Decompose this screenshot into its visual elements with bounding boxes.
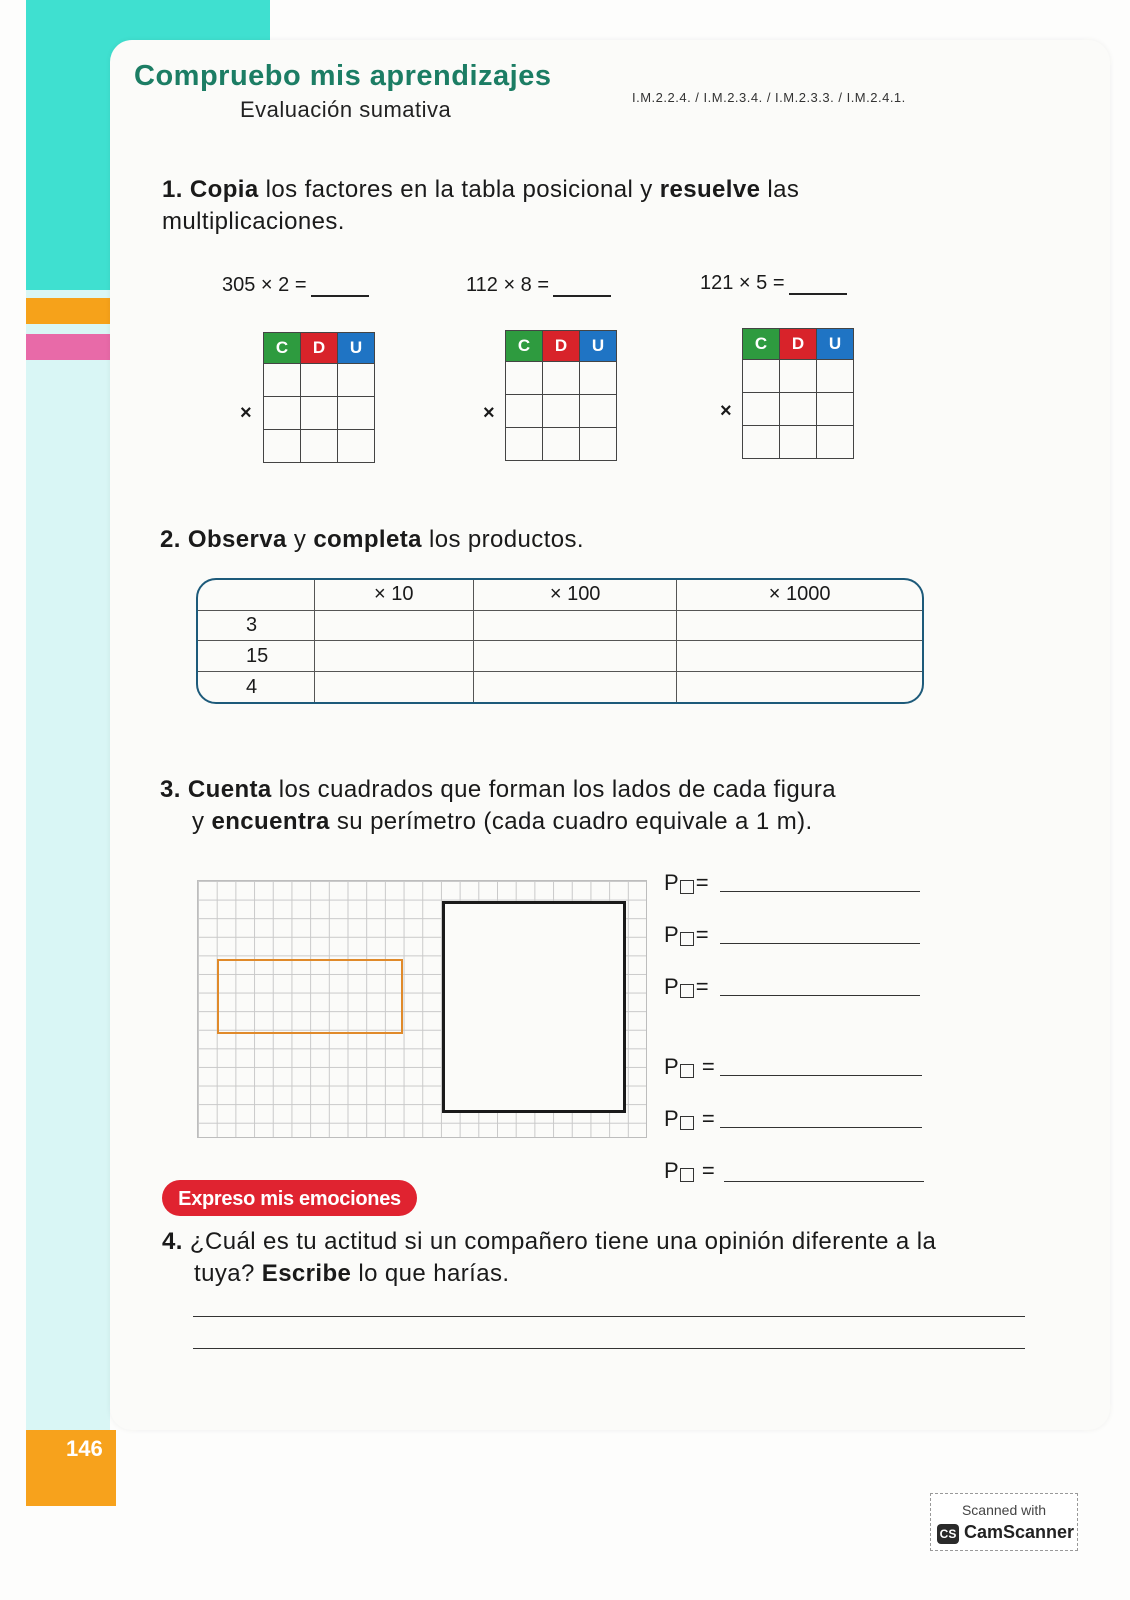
- row-header: 3: [198, 610, 314, 641]
- product-cell[interactable]: [473, 641, 676, 672]
- instruction-text: lo que harías.: [351, 1260, 510, 1287]
- product-cell[interactable]: [677, 672, 922, 702]
- instruction-verb: resuelve: [659, 176, 761, 203]
- camscanner-logo-icon: CS: [937, 1524, 959, 1544]
- multiplication-expression: 305 × 2 =: [222, 274, 307, 296]
- perimeter-answer-line[interactable]: [720, 994, 920, 996]
- cell[interactable]: [780, 393, 817, 426]
- cell[interactable]: [580, 428, 617, 461]
- header-c: C: [264, 333, 301, 364]
- perimeter-label: P =: [664, 1106, 715, 1131]
- perimeter-answer-line[interactable]: [720, 890, 920, 892]
- place-value-table: [742, 328, 854, 459]
- cell[interactable]: [580, 362, 617, 395]
- perimeter-label: P =: [664, 1054, 715, 1079]
- column-header: × 10: [314, 580, 473, 610]
- cell[interactable]: [506, 395, 543, 428]
- perimeter-answer-line[interactable]: [720, 1126, 922, 1128]
- product-cell[interactable]: [314, 641, 473, 672]
- square-icon: [680, 880, 694, 894]
- instruction-text: ¿Cuál es tu actitud si un compañero tiene una opinión diferente a la: [189, 1228, 937, 1255]
- cell[interactable]: [743, 360, 780, 393]
- question-number: 4.: [162, 1228, 183, 1255]
- product-cell[interactable]: [677, 610, 922, 641]
- square-icon: [680, 1116, 694, 1130]
- question-number: 2.: [160, 526, 181, 553]
- instruction-text: y: [192, 808, 212, 835]
- product-cell[interactable]: [314, 610, 473, 641]
- answer-blank[interactable]: [553, 277, 611, 297]
- instruction-text: los cuadrados que forman los lados de cada figura: [271, 776, 836, 803]
- times-sign: ×: [720, 400, 732, 422]
- cell[interactable]: [264, 430, 301, 463]
- products-table-frame: [196, 578, 924, 704]
- perimeter-answer-line[interactable]: [724, 1180, 924, 1182]
- question-1: [162, 174, 932, 238]
- instruction-text: los factores en la tabla posicional y: [258, 176, 660, 203]
- question-number: 3.: [160, 776, 181, 803]
- cell[interactable]: [543, 395, 580, 428]
- instruction-verb: Copia: [189, 176, 259, 203]
- cell[interactable]: [817, 360, 854, 393]
- product-cell[interactable]: [473, 610, 676, 641]
- cell[interactable]: [743, 393, 780, 426]
- instruction-text: su perímetro (cada cuadro equivale a 1 m).: [329, 808, 813, 835]
- perimeter-label: P =: [664, 1158, 715, 1183]
- multiplication-problem: [222, 274, 369, 297]
- square-icon: [680, 1064, 694, 1078]
- header-u: U: [338, 333, 375, 364]
- instruction-text: los productos.: [421, 526, 584, 553]
- cell[interactable]: [817, 393, 854, 426]
- corner-cell: [198, 580, 314, 610]
- instruction-text: tuya?: [194, 1260, 262, 1287]
- question-number: 1.: [162, 176, 183, 203]
- answer-blank[interactable]: [789, 275, 847, 295]
- row-header: 4: [198, 672, 314, 702]
- instruction-verb: completa: [313, 526, 422, 553]
- cell[interactable]: [338, 364, 375, 397]
- header-d: D: [780, 329, 817, 360]
- header-d: D: [301, 333, 338, 364]
- orange-rectangle-figure: [217, 959, 403, 1034]
- instruction-verb: Observa: [187, 526, 287, 553]
- header-c: C: [743, 329, 780, 360]
- instruction-text: las multiplicaciones.: [162, 176, 800, 235]
- perimeter-label: P =: [664, 922, 709, 947]
- multiplication-problem: [466, 274, 611, 297]
- header-d: D: [543, 331, 580, 362]
- page-number: 146: [26, 1430, 116, 1506]
- product-cell[interactable]: [677, 641, 922, 672]
- column-header: × 100: [473, 580, 676, 610]
- cell[interactable]: [543, 362, 580, 395]
- cell[interactable]: [338, 430, 375, 463]
- perimeter-answer-line[interactable]: [720, 942, 920, 944]
- answer-blank[interactable]: [311, 277, 369, 297]
- emotions-badge: Expreso mis emociones: [162, 1180, 417, 1216]
- square-icon: [680, 932, 694, 946]
- black-rectangle-figure: [442, 901, 626, 1113]
- decor-orange-tab: [26, 298, 110, 324]
- scanner-caption: Scanned with: [961, 1502, 1047, 1518]
- place-value-table: [505, 330, 617, 461]
- place-value-table: [263, 332, 375, 463]
- times-sign: ×: [240, 402, 252, 424]
- answer-line[interactable]: [193, 1316, 1025, 1317]
- page-title: Compruebo mis aprendizajes: [134, 60, 552, 92]
- question-3: [160, 774, 940, 838]
- cell[interactable]: [780, 360, 817, 393]
- square-icon: [680, 1168, 694, 1182]
- cell[interactable]: [506, 428, 543, 461]
- skill-codes: I.M.2.2.4. / I.M.2.3.4. / I.M.2.3.3. / I.M.2.4.1.: [632, 90, 906, 105]
- cell[interactable]: [780, 426, 817, 459]
- perimeter-label: P =: [664, 870, 709, 895]
- times-sign: ×: [483, 402, 495, 424]
- cell[interactable]: [543, 428, 580, 461]
- cell[interactable]: [817, 426, 854, 459]
- cell[interactable]: [580, 395, 617, 428]
- product-cell[interactable]: [473, 672, 676, 702]
- cell[interactable]: [264, 397, 301, 430]
- question-2: [160, 524, 584, 556]
- decor-pink-tab: [26, 334, 110, 360]
- decor-margin-strip: [26, 290, 110, 1440]
- header-u: U: [817, 329, 854, 360]
- instruction-verb: encuentra: [211, 808, 330, 835]
- instruction-text: y: [286, 526, 314, 553]
- multiplication-expression: 112 × 8 =: [466, 274, 550, 296]
- row-header: 15: [198, 641, 314, 672]
- cell[interactable]: [301, 430, 338, 463]
- product-cell[interactable]: [314, 672, 473, 702]
- page-subtitle: Evaluación sumativa: [240, 97, 452, 122]
- perimeter-answer-line[interactable]: [720, 1074, 922, 1076]
- instruction-verb: Escribe: [261, 1260, 352, 1287]
- cell[interactable]: [301, 397, 338, 430]
- cell[interactable]: [264, 364, 301, 397]
- camscanner-watermark: [930, 1493, 1078, 1551]
- page-card: [110, 40, 1110, 1430]
- cell[interactable]: [338, 397, 375, 430]
- perimeter-label: P =: [664, 974, 709, 999]
- header-u: U: [580, 331, 617, 362]
- multiplication-problem: [700, 272, 847, 295]
- column-header: × 1000: [677, 580, 922, 610]
- instruction-verb: Cuenta: [187, 776, 272, 803]
- cell[interactable]: [301, 364, 338, 397]
- products-table: [198, 580, 922, 702]
- answer-line[interactable]: [193, 1348, 1025, 1349]
- multiplication-expression: 121 × 5 =: [700, 272, 785, 294]
- cell[interactable]: [506, 362, 543, 395]
- scanner-brand: CamScanner: [964, 1522, 1075, 1542]
- cell[interactable]: [743, 426, 780, 459]
- square-icon: [680, 984, 694, 998]
- header-c: C: [506, 331, 543, 362]
- question-4: [162, 1226, 1042, 1290]
